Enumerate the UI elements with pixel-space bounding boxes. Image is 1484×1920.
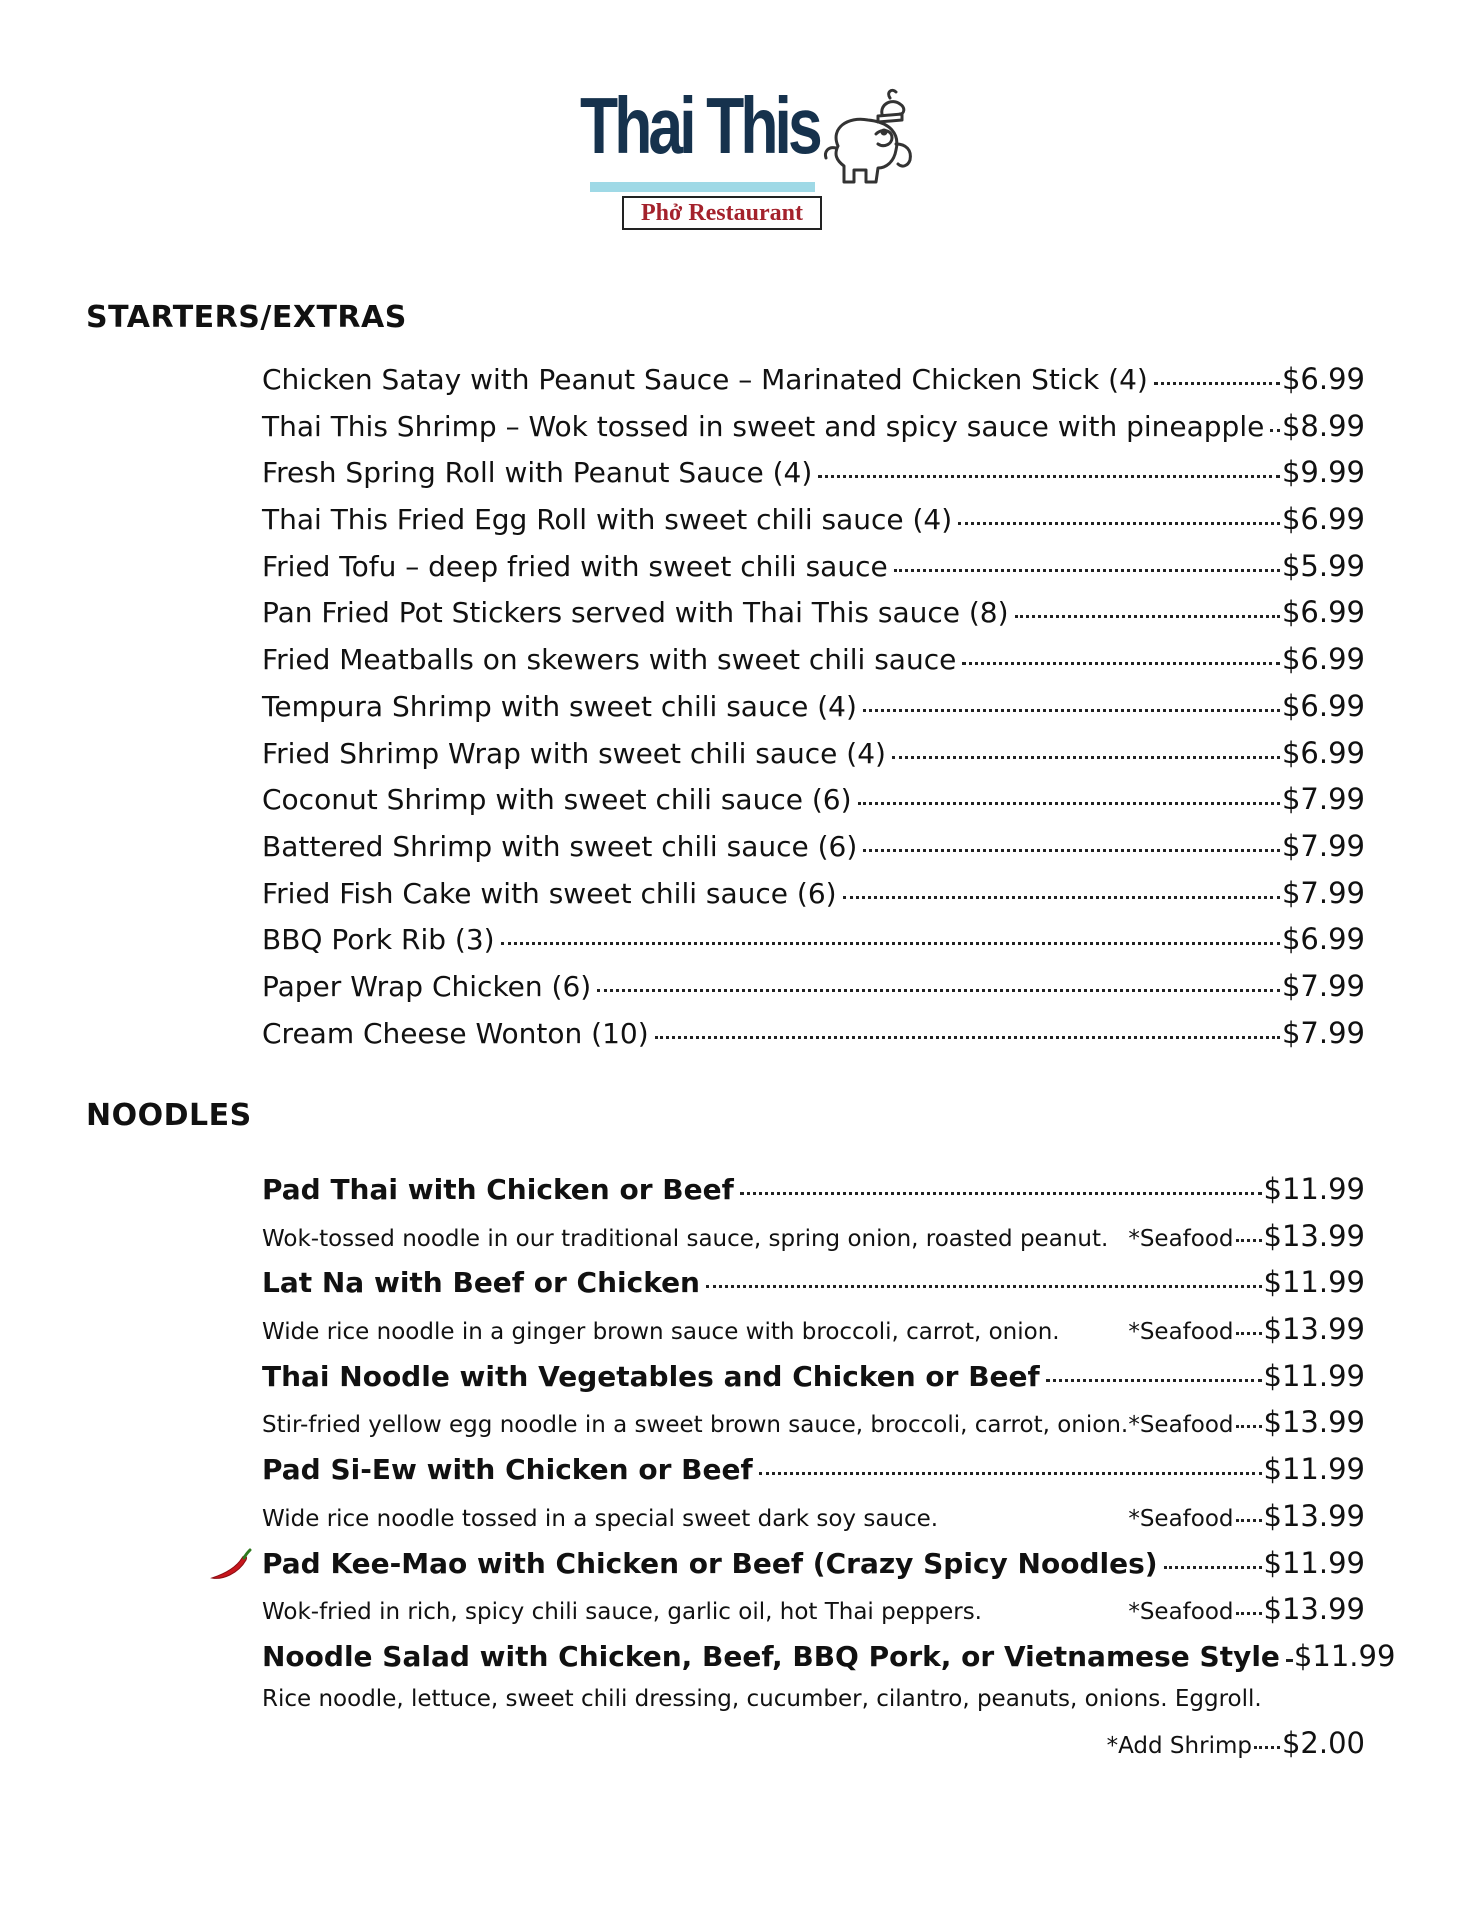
elephant-chef-icon [820,88,928,188]
seafood-label: *Seafood [1128,1319,1234,1346]
item-price: $5.99 [1281,548,1365,583]
chili-pepper-icon [208,1548,252,1584]
item-name: Fried Fish Cake with sweet chili sauce (6) [262,876,837,910]
logo-underline [590,182,815,192]
section-heading-noodles: NOODLES [86,1098,252,1133]
item-description-row [262,1312,1365,1359]
item-name: Cream Cheese Wonton (10) [262,1016,649,1050]
leader-dots [1046,1379,1262,1382]
menu-item [262,595,1365,642]
leader-dots [740,1192,1262,1195]
leader-dots [1236,1332,1262,1335]
menu-item [262,409,1365,456]
starters-list [262,362,1365,1062]
item-price: $7.99 [1281,875,1365,910]
item-name: Coconut Shrimp with sweet chili sauce (6) [262,783,852,817]
menu-item [262,829,1365,876]
menu-item [262,642,1365,689]
item-name: Pad Si-Ew with Chicken or Beef [262,1453,753,1487]
leader-dots [501,942,1280,945]
leader-dots [759,1472,1262,1475]
menu-item [262,969,1365,1016]
item-price: $7.99 [1281,968,1365,1003]
logo-title: Thai This [580,81,819,170]
leader-dots [706,1285,1262,1288]
seafood-price: $13.99 [1263,1592,1365,1627]
item-name: Thai This Fried Egg Roll with sweet chili sauce (4) [262,503,953,537]
item-price: $6.99 [1281,735,1365,770]
leader-dots [843,896,1280,899]
item-description-row [262,1499,1365,1546]
leader-dots [1236,1425,1262,1428]
menu-item [262,736,1365,783]
seafood-price: $13.99 [1263,1405,1365,1440]
item-name: Fried Tofu – deep fried with sweet chili sauce [262,549,888,583]
item-description: Rice noodle, lettuce, sweet chili dressing, cucumber, cilantro, peanuts, onions. Eggroll. [262,1685,1262,1712]
menu-item [262,1452,1365,1499]
leader-dots [863,709,1280,712]
item-price: $6.99 [1281,688,1365,723]
menu-item [262,1172,1365,1219]
item-price: $8.99 [1281,408,1365,443]
leader-dots [958,522,1280,525]
item-price: $6.99 [1281,922,1365,957]
leader-dots [1164,1566,1262,1569]
section-heading-starters: STARTERS/EXTRAS [86,300,407,335]
item-price: $11.99 [1263,1452,1365,1487]
item-name: Paper Wrap Chicken (6) [262,969,592,1003]
item-name: Pan Fried Pot Stickers served with Thai This sauce (8) [262,596,1009,630]
item-description-row [262,1686,1365,1726]
item-name: Pad Thai with Chicken or Beef [262,1173,734,1206]
item-name: Pad Kee-Mao with Chicken or Beef (Crazy Spicy Noodles) [262,1546,1158,1580]
leader-dots [1236,1612,1262,1615]
menu-item [262,922,1365,969]
leader-dots [655,1036,1280,1039]
item-name: Chicken Satay with Peanut Sauce – Marinated Chicken Stick (4) [262,363,1148,396]
add-shrimp-label: *Add Shrimp [1106,1732,1252,1759]
item-description-row [262,1219,1365,1266]
item-name: Tempura Shrimp with sweet chili sauce (4) [262,689,857,723]
item-price: $7.99 [1281,1015,1365,1050]
item-name: Thai This Shrimp – Wok tossed in sweet and spicy sauce with pineapple [262,409,1265,443]
seafood-label: *Seafood [1128,1599,1234,1626]
item-description: Wide rice noodle tossed in a special sweet dark soy sauce. [262,1505,939,1532]
item-price: $11.99 [1293,1638,1396,1673]
item-description: Wok-tossed noodle in our traditional sauce, spring onion, roasted peanut. [262,1225,1109,1252]
leader-dots [892,756,1280,759]
leader-dots [1254,1746,1280,1749]
menu-item [262,502,1365,549]
leader-dots [597,989,1280,992]
item-name: Fried Shrimp Wrap with sweet chili sauce (4) [262,736,886,770]
add-shrimp-row [262,1726,1365,1773]
item-name: Fresh Spring Roll with Peanut Sauce (4) [262,456,813,490]
item-price: $6.99 [1281,362,1365,396]
item-name: Lat Na with Beef or Chicken [262,1266,700,1300]
menu-item [262,549,1365,596]
item-price: $6.99 [1281,595,1365,630]
seafood-label: *Seafood [1128,1505,1234,1532]
seafood-label: *Seafood [1128,1225,1234,1252]
item-description: Wide rice noodle in a ginger brown sauce with broccoli, carrot, onion. [262,1319,1060,1346]
restaurant-logo [580,81,930,236]
leader-dots [1236,1239,1262,1242]
item-description: Stir-fried yellow egg noodle in a sweet brown sauce, broccoli, carrot, onion. [262,1412,1129,1439]
item-price: $11.99 [1263,1358,1365,1393]
menu-item [262,455,1365,502]
item-price: $6.99 [1281,502,1365,537]
item-name: BBQ Pork Rib (3) [262,923,495,957]
item-name: Battered Shrimp with sweet chili sauce (6) [262,829,858,863]
menu-item [262,362,1365,409]
item-name: Thai Noodle with Vegetables and Chicken or Beef [262,1359,1040,1393]
item-price: $6.99 [1281,642,1365,677]
leader-dots [962,662,1280,665]
leader-dots [858,802,1280,805]
noodles-list [262,1172,1396,1772]
menu-item [262,1638,1396,1686]
leader-dots [1015,615,1280,618]
seafood-price: $13.99 [1263,1498,1365,1533]
menu-item [262,782,1365,829]
seafood-label: *Seafood [1128,1412,1234,1439]
menu-item [262,876,1365,923]
menu-item [262,1016,1365,1063]
seafood-price: $13.99 [1263,1312,1365,1347]
menu-item [262,1265,1365,1312]
item-price: $11.99 [1263,1545,1365,1580]
menu-item [262,689,1365,736]
leader-dots [894,569,1280,572]
item-name: Noodle Salad with Chicken, Beef, BBQ Pork, or Vietnamese Style [262,1639,1280,1673]
leader-dots [1286,1659,1292,1662]
menu-item [262,1546,1365,1593]
leader-dots [1236,1519,1262,1522]
item-description-row [262,1592,1365,1639]
item-description-row [262,1405,1365,1452]
item-price: $9.99 [1281,455,1365,490]
leader-dots [818,475,1280,478]
leader-dots [863,849,1280,852]
item-price: $7.99 [1281,782,1365,817]
logo-subtitle: Phở Restaurant [622,196,822,230]
leader-dots [1154,382,1280,385]
item-price: $11.99 [1263,1265,1365,1300]
item-price: $11.99 [1263,1172,1365,1206]
menu-item [262,1359,1365,1406]
item-name: Fried Meatballs on skewers with sweet chili sauce [262,643,957,677]
item-price: $7.99 [1281,828,1365,863]
add-shrimp-price: $2.00 [1281,1725,1365,1760]
leader-dots [1270,429,1280,432]
item-description: Wok-fried in rich, spicy chili sauce, garlic oil, hot Thai peppers. [262,1599,982,1626]
seafood-price: $13.99 [1263,1218,1365,1253]
